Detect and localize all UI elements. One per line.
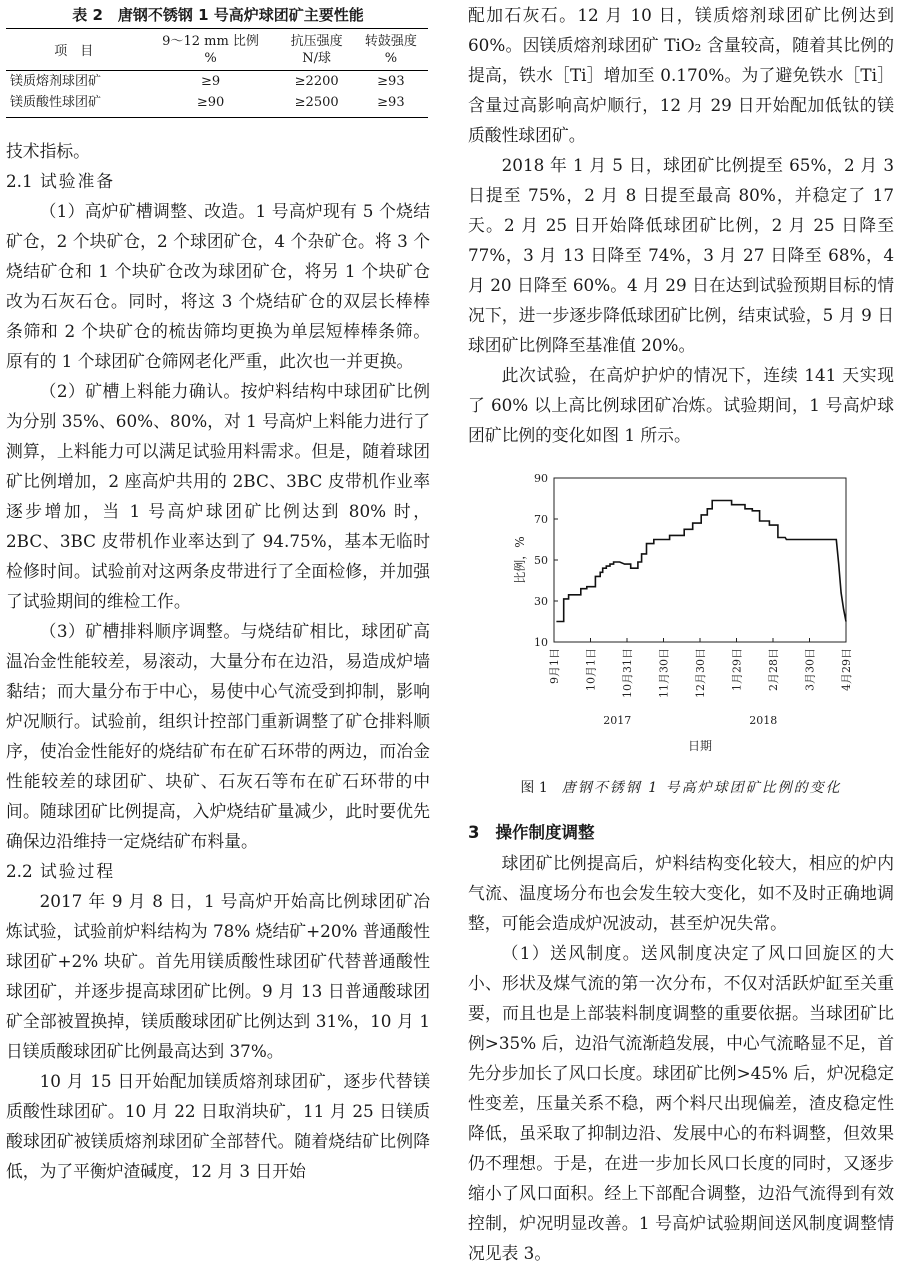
y-tick-label: 50 [534,554,548,567]
table-cell: ≥2500 [280,92,354,118]
series-line [556,501,846,622]
table-cell: ≥9 [200,74,221,89]
y-tick-label: 90 [534,472,548,485]
section-title: 试验准备 [40,171,116,191]
year-label-2018: 2018 [749,714,778,727]
table-cell: 镁质熔剂球团矿 [10,74,102,89]
section-2-1-heading [6,166,430,196]
paragraph: （1）高炉矿槽调整、改造。1 号高炉现有 5 个烧结矿仓，2 个块矿仓，2 个球团矿仓，4 个杂矿仓。将 3 个烧结矿仓和 1 个块矿仓改为球团矿仓，将另 1 个块矿仓改为石灰石仓。同时，将这 3 个烧结矿仓的双层长棒棒条筛和 2 个块矿仓的梳齿筛均更换为单层短棒棒条筛。原有的 1 个球团矿仓筛网老化严重，此次也一并更换。 [6,201,430,371]
table-caption: 表 2 唐钢不锈钢 1 号高炉球团矿主要性能 [72,6,364,24]
section-3-heading [468,818,894,848]
paragraph: （2）矿槽上料能力确认。按炉料结构中球团矿比例为分别 35%、60%、80%，对 1 号高炉上料能力进行了测算，上料能力可以满足试验用料需求。但是，随着球团矿比例增加，2 座高炉共用的 2BC、3BC 皮带机作业率逐步增加，当 1 号高炉球团矿比例达到 80% 时，2BC、3BC 皮带机作业率达到了 94.75%，基本无临时检修时间。试验前对这两条皮带进行了全面检修，并加强了试验期间的维检工作。 [6,381,430,611]
x-tick-label: 11月30日 [657,648,671,698]
y-axis-label: 比例，% [513,536,527,584]
table-cell: 镁质酸性球团矿 [6,92,142,118]
section-number: 2.1 [6,171,33,191]
x-tick-label: 4月29日 [840,648,853,691]
section-title: 操作制度调整 [495,823,595,842]
table-unit-drum: % [354,50,428,71]
paragraph: 此次试验，在高炉护炉的情况下，连续 141 天实现了 60% 以上高比例球团矿冶炼。试验期间，1 号高炉球团矿比例的变化如图 1 所示。 [468,365,894,445]
figure-title: 唐钢不锈钢 1 号高炉球团矿比例的变化 [561,780,842,796]
figure-number: 图 1 [520,780,548,796]
table-cell: ≥2200 [294,74,339,89]
section-number: 2.2 [6,861,33,881]
x-tick-label: 9月1日 [548,648,561,684]
right-column [468,0,894,1268]
year-label-2017: 2017 [603,714,632,727]
paragraph: 2018 年 1 月 5 日，球团矿比例提至 65%，2 月 3 日提至 75%，2 月 8 日提至最高 80%，并稳定了 17 天。2 月 25 日开始降低球团矿比例，2 月 25 日降至 77%，3 月 13 日降至 74%，3 月 27 日降至 68%，4 月 20 日降至 60%。4 月 29 日在达到试验预期目标的情况下，进一步逐步降低球团矿比例，结束试验，5 月 9 日球团矿比例降至基准值 20%。 [468,155,894,355]
section-title: 试验过程 [40,861,116,881]
left-column [6,0,430,1186]
pellet-ratio-chart [468,464,894,764]
table-row [6,71,428,93]
paragraph: （3）矿槽排料顺序调整。与烧结矿相比，球团矿高温冶金性能较差，易滚动，大量分布在边沿，易造成炉墙黏结；而大量分布于中心，易使中心气流受到抑制，影响炉况顺行。试验前，组织计控部门重新调整了矿仓排料顺序，使冶金性能好的烧结矿布在矿石环带的两边，而冶金性能较差的球团矿、块矿、石灰石等布在矿石环带的中间。随球团矿比例提高，入炉烧结矿量减少，此时要优先确保边沿维持一定烧结矿布料量。 [6,621,430,851]
plot-frame [554,478,846,642]
figure-1 [468,464,894,796]
x-tick-label: 2月28日 [767,648,780,691]
x-tick-label: 12月30日 [694,648,707,698]
paragraph: 技术指标。 [6,141,90,161]
table-header-size: 9～12 mm 比例 [142,29,280,51]
paragraph: 配加石灰石。12 月 10 日，镁质熔剂球团矿比例达到 60%。因镁质熔剂球团矿 TiO₂ 含量较高，随着其比例的提高，铁水［Ti］增加至 0.170%。为了避免铁水［Ti］含量过高影响高炉顺行，12 月 29 日开始配加低钛的镁质酸性球团矿。 [468,5,894,145]
table-row [6,92,428,118]
y-tick-label: 70 [534,513,548,526]
x-axis-label: 日期 [687,739,713,753]
properties-table [6,28,428,118]
y-tick-label: 30 [534,595,548,608]
table-unit-size: % [142,50,280,71]
paragraph: （1）送风制度。送风制度决定了风口回旋区的大小、形状及煤气流的第一次分布，不仅对活跃炉缸至关重要，而且也是上部装料制度调整的重要依据。当球团矿比例>35% 后，边沿气流渐趋发展，中心气流略显不足，首先分步加长了风口长度。球团矿比例>45% 后，炉况稳定性变差，压量关系不稳，两个料尺出现偏差，渣皮稳定性降低，虽采取了抑制边沿、发展中心的布料调整，但效果仍不理想。于是，在进一步加长风口长度的同时，又逐步缩小了风口面积。经上下部配合调整，边沿气流得到有效控制，炉况明显改善。1 号高炉试验期间送风制度调整情况见表 3。 [468,943,894,1263]
table-header-strength: 抗压强度 [280,29,354,51]
table-cell: ≥93 [354,92,428,118]
paragraph: 2017 年 9 月 8 日，1 号高炉开始高比例球团矿冶炼试验，试验前炉料结构为 78% 烧结矿+20% 普通酸性球团矿+2% 块矿。首先用镁质酸性球团矿代替普通酸性球团矿，并逐步提高球团矿比例。9 月 13 日普通酸球团矿全部被置换掉，镁质酸球团矿比例达到 31%，10 月 1 日镁质酸球团矿比例最高达到 37%。 [6,891,430,1061]
y-tick-label: 10 [534,636,548,649]
table-header-item: 项 目 [6,29,142,71]
paragraph: 球团矿比例提高后，炉料结构变化较大，相应的炉内气流、温度场分布也会发生较大变化，如不及时正确地调整，可能会造成炉况波动，甚至炉况失常。 [468,853,894,933]
table-header-drum: 转鼓强度 [354,29,428,51]
x-tick-label: 10月1日 [584,648,598,691]
table-cell: ≥90 [142,92,280,118]
x-tick-label: 10月31日 [621,648,634,698]
table-unit-strength: N/球 [280,50,354,71]
paragraph: 10 月 15 日开始配加镁质熔剂球团矿，逐步代替镁质酸性球团矿。10 月 22 日取消块矿，11 月 25 日镁质酸球团矿被镁质熔剂球团矿全部替代。随着烧结矿比例降低，为了平衡炉渣碱度，12 月 3 日开始 [6,1071,430,1181]
section-2-2-heading [6,856,430,886]
x-tick-label: 1月29日 [730,648,744,691]
section-number: 3 [468,823,480,842]
figure-caption [468,777,894,799]
x-tick-label: 3月30日 [803,648,817,691]
table-cell: ≥93 [377,74,405,89]
